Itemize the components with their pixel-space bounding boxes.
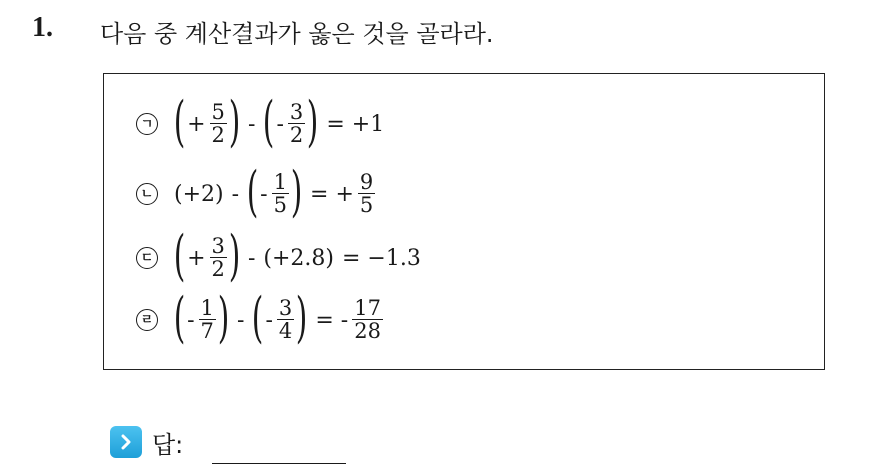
term-sign: + [187,245,206,271]
left-paren-icon: ( [173,90,186,153]
option-result: = −1.3 [342,245,421,271]
left-paren-icon: ( [263,90,275,153]
left-paren-icon: ( [246,160,259,223]
denominator: 2 [211,122,225,147]
term-sign: + [187,111,206,137]
right-paren-icon: ) [290,160,303,223]
answer-blank[interactable] [212,463,346,464]
operator: - [247,111,256,137]
option-4-marker: ㄹ [136,309,158,331]
numerator: 1 [200,295,214,320]
fraction [210,101,227,147]
operator: - [236,307,245,333]
denominator: 4 [278,318,293,343]
answer-section [110,425,183,459]
chevron-right-icon-glyph [117,433,135,451]
right-paren-icon: ) [296,286,308,349]
term-sign: - [276,111,284,137]
operator: - [231,181,240,207]
numerator: 3 [289,99,304,124]
numerator: 3 [278,295,293,320]
option-3-marker: ㄷ [136,247,158,269]
denominator: 2 [289,122,304,147]
result-prefix: = - [315,307,349,333]
left-paren-icon: ( [173,286,186,349]
fraction [199,297,216,343]
denominator: 5 [359,192,374,217]
fraction [358,171,375,217]
question-text: 다음 중 계산결과가 옳은 것을 골라라. [100,20,494,48]
chevron-right-icon [110,426,142,458]
fraction [272,171,289,217]
answer-label: 답: [152,430,184,459]
operator: - [247,245,256,271]
right-paren-icon: ) [217,286,230,349]
left-paren-icon: ( [252,286,264,349]
option-result: = +1 [326,111,385,137]
denominator: 28 [354,318,381,343]
options-box [103,73,825,370]
term-sign: - [265,307,273,333]
result-prefix: = + [310,181,354,207]
denominator: 5 [273,192,287,217]
option-3[interactable] [136,224,429,292]
question-number: 1. [32,12,53,43]
option-1[interactable] [136,90,392,158]
right-paren-icon: ) [228,224,241,287]
denominator: 2 [211,256,225,281]
term-sign: - [187,307,195,333]
term-text: (+2.8) [263,245,334,271]
fraction [352,297,383,343]
numerator: 5 [211,99,225,124]
denominator: 7 [200,318,214,343]
numerator: 17 [354,295,381,320]
right-paren-icon: ) [228,90,241,153]
numerator: 9 [359,169,374,194]
fraction [210,235,227,281]
numerator: 1 [273,169,287,194]
fraction [288,101,305,147]
option-2[interactable] [136,160,377,228]
option-4[interactable] [136,286,385,354]
term-sign: - [260,181,268,207]
fraction [277,297,294,343]
left-paren-icon: ( [173,224,186,287]
option-2-marker: ㄴ [136,183,158,205]
option-1-marker: ㄱ [136,113,158,135]
term-text: (+2) [174,181,224,207]
numerator: 3 [211,233,225,258]
right-paren-icon: ) [307,90,319,153]
